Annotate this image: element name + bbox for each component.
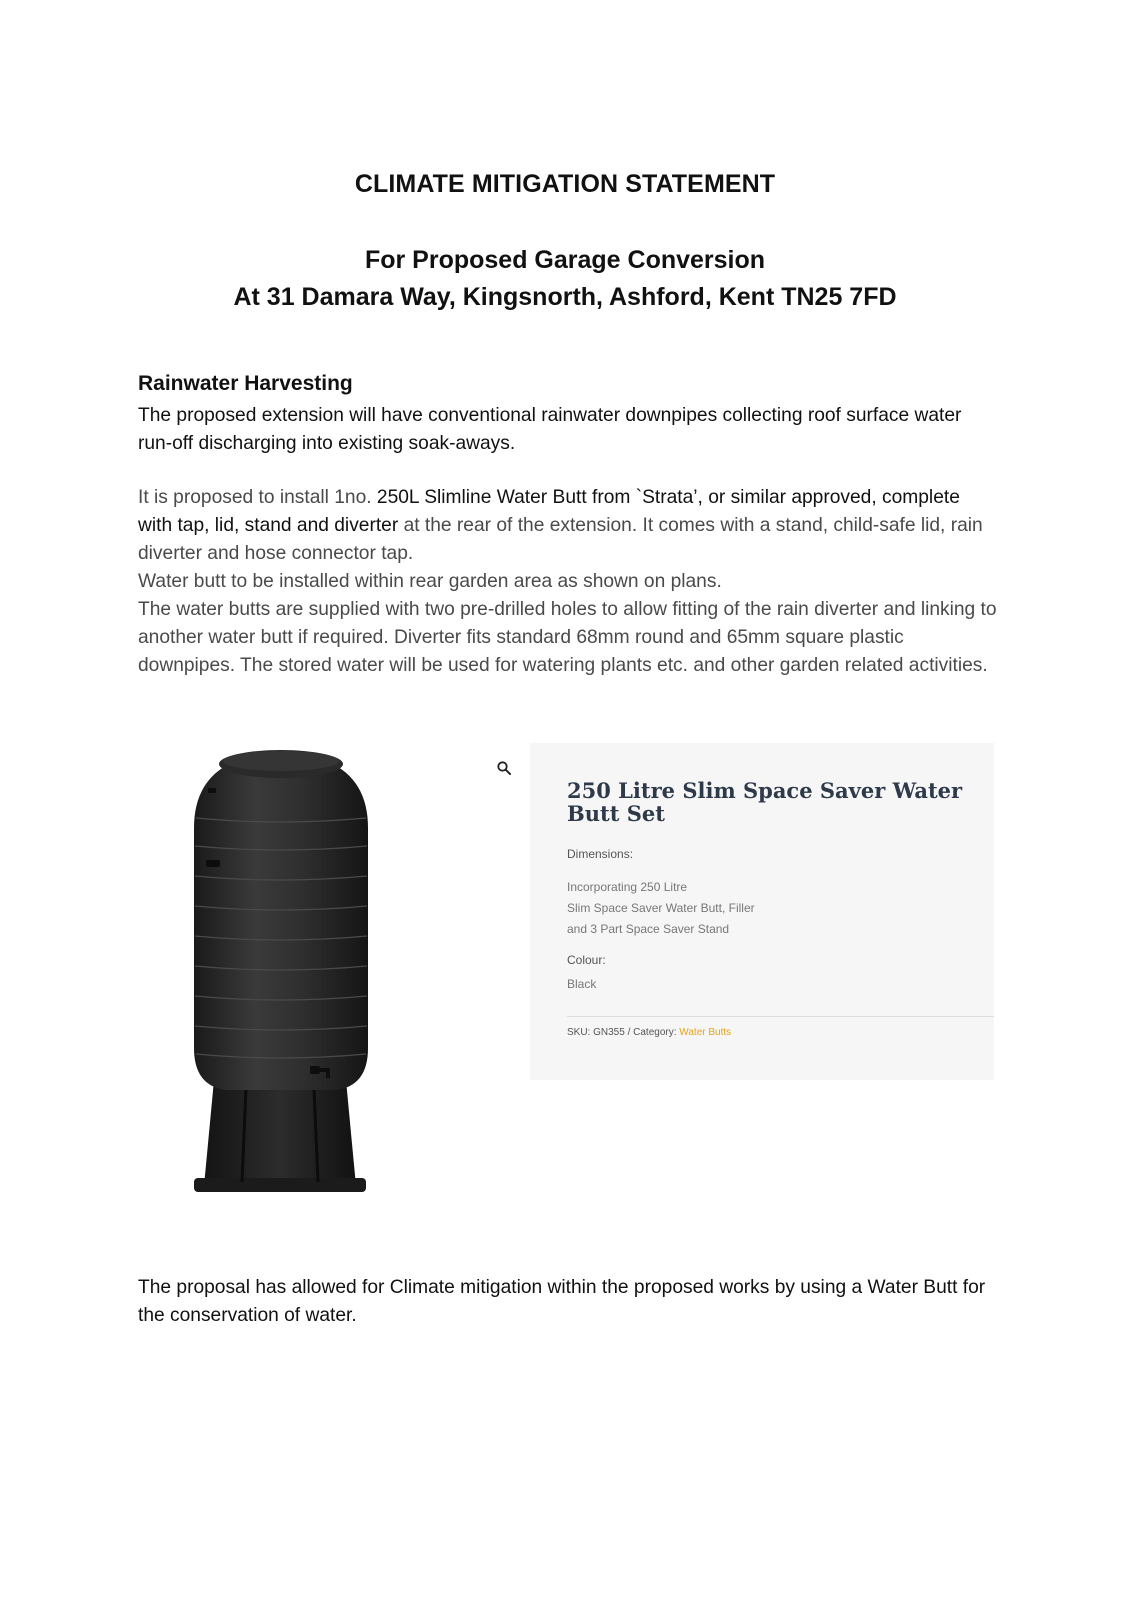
product-title: 250 Litre Slim Space Saver Water Butt Set (567, 778, 963, 826)
paragraph-water-butt-emphasis: 250L Slimline Water Butt from `Strata’, or similar approved, complete with tap, lid, stand and diverter (138, 487, 960, 536)
magnifier-icon[interactable] (496, 760, 512, 776)
category-link[interactable]: Water Butts (679, 1027, 732, 1038)
dimensions-line: Incorporating 250 Litre (567, 880, 688, 894)
sku-text: SKU: GN355 / Category: (567, 1027, 680, 1038)
document-subtitle-line1: For Proposed Garage Conversion (364, 246, 766, 274)
paragraph-water-butt-rest: at the rear of the extension. It comes with a stand, child-safe lid, rain diverter and hose connector tap. (138, 515, 983, 564)
colour-label: Colour: (567, 953, 606, 967)
product-card (530, 743, 994, 1080)
section-heading: Rainwater Harvesting (138, 372, 353, 395)
paragraph-water-butt (138, 484, 998, 680)
closing-paragraph: The proposal has allowed for Climate mitigation within the proposed works by using a Water Butt for the conservation of water. (138, 1277, 986, 1326)
dimensions-line: Slim Space Saver Water Butt, Filler (567, 901, 755, 915)
document-title: CLIMATE MITIGATION STATEMENT (354, 170, 776, 198)
paragraph-water-butt-location: Water butt to be installed within rear garden area as shown on plans. (138, 571, 722, 592)
product-meta (567, 1027, 731, 1038)
dimensions-line: and 3 Part Space Saver Stand (567, 922, 730, 936)
card-divider (567, 1016, 994, 1017)
paragraph-downpipes: The proposed extension will have conventional rainwater downpipes collecting roof surface water run-off discharging into existing soak-aways. (138, 405, 962, 454)
paragraph-water-butt-intro: It is proposed to install 1no. (138, 487, 377, 508)
colour-value: Black (567, 977, 597, 991)
document-subtitle-line2: At 31 Damara Way, Kingsnorth, Ashford, Kent TN25 7FD (233, 283, 897, 311)
dimensions-text (567, 877, 755, 940)
water-butt-image (186, 748, 376, 1218)
paragraph-water-butt-details: The water butts are supplied with two pre-drilled holes to allow fitting of the rain diverter and linking to another water butt if required. Diverter fits standard 68mm round and 65mm square plastic downpipes. The stored water will be used for watering plants etc. and other garden related activities. (138, 599, 997, 676)
dimensions-label: Dimensions: (567, 847, 634, 861)
